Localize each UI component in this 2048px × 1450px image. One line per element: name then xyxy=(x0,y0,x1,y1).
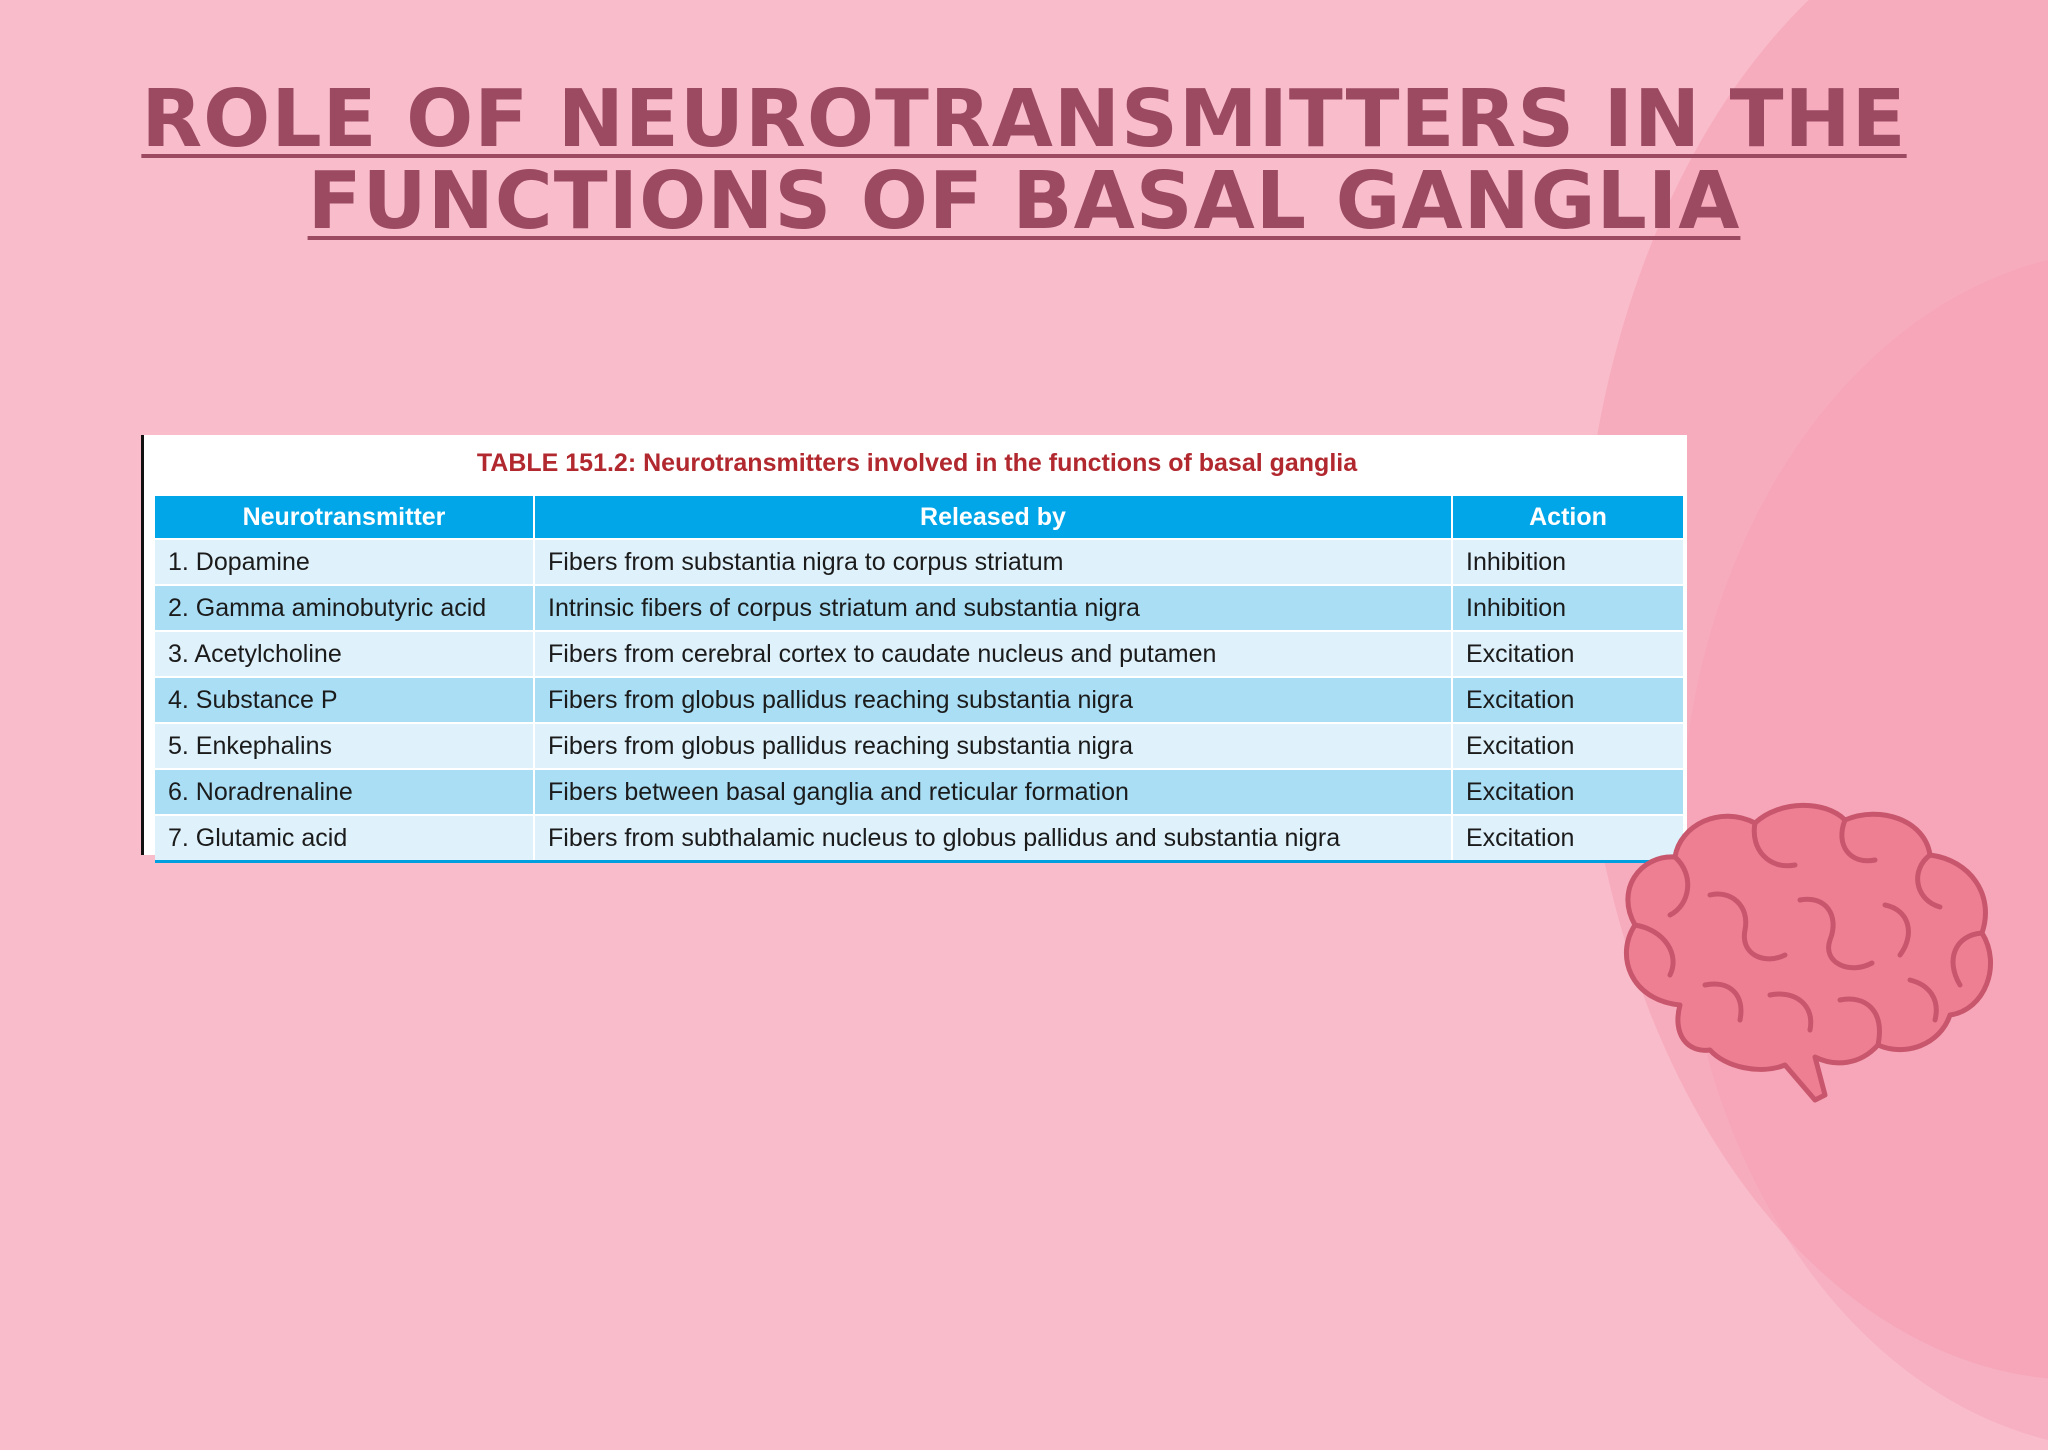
cell-action: Excitation xyxy=(1452,769,1683,815)
title-line-2: FUNCTIONS OF BASAL GANGLIA xyxy=(307,155,1741,247)
cell-released-by: Fibers from globus pallidus reaching substantia nigra xyxy=(534,723,1452,769)
table-row xyxy=(155,631,1683,677)
cell-neurotransmitter: 7. Glutamic acid xyxy=(155,815,534,862)
cell-neurotransmitter: 1. Dopamine xyxy=(155,539,534,585)
table-caption-text: Neurotransmitters involved in the functions of basal ganglia xyxy=(643,449,1358,477)
header-released-by: Released by xyxy=(534,496,1452,539)
table-row xyxy=(155,815,1683,862)
cell-action: Excitation xyxy=(1452,815,1683,862)
cell-action: Excitation xyxy=(1452,723,1683,769)
brain-icon xyxy=(1610,795,2006,1107)
cell-released-by: Fibers from subthalamic nucleus to globus pallidus and substantia nigra xyxy=(534,815,1452,862)
table-row xyxy=(155,723,1683,769)
header-action: Action xyxy=(1452,496,1683,539)
table-row xyxy=(155,677,1683,723)
cell-released-by: Intrinsic fibers of corpus striatum and substantia nigra xyxy=(534,585,1452,631)
table-row xyxy=(155,585,1683,631)
cell-released-by: Fibers between basal ganglia and reticular formation xyxy=(534,769,1452,815)
title-line-1: ROLE OF NEUROTRANSMITTERS IN THE xyxy=(141,73,1907,165)
cell-action: Excitation xyxy=(1452,631,1683,677)
table-card xyxy=(141,435,1687,855)
header-neurotransmitter: Neurotransmitter xyxy=(155,496,534,539)
cell-action: Inhibition xyxy=(1452,539,1683,585)
table-header-row xyxy=(155,496,1683,539)
cell-neurotransmitter: 4. Substance P xyxy=(155,677,534,723)
table-caption-number: TABLE 151.2: xyxy=(476,449,637,477)
cell-neurotransmitter: 3. Acetylcholine xyxy=(155,631,534,677)
slide-title xyxy=(0,73,2048,247)
cell-neurotransmitter: 2. Gamma aminobutyric acid xyxy=(155,585,534,631)
table-row xyxy=(155,769,1683,815)
cell-released-by: Fibers from globus pallidus reaching substantia nigra xyxy=(534,677,1452,723)
table-row xyxy=(155,539,1683,585)
neurotransmitter-table xyxy=(155,496,1683,863)
cell-released-by: Fibers from cerebral cortex to caudate nucleus and putamen xyxy=(534,631,1452,677)
cell-action: Inhibition xyxy=(1452,585,1683,631)
cell-neurotransmitter: 5. Enkephalins xyxy=(155,723,534,769)
cell-released-by: Fibers from substantia nigra to corpus striatum xyxy=(534,539,1452,585)
table-caption xyxy=(144,449,1690,478)
cell-neurotransmitter: 6. Noradrenaline xyxy=(155,769,534,815)
cell-action: Excitation xyxy=(1452,677,1683,723)
